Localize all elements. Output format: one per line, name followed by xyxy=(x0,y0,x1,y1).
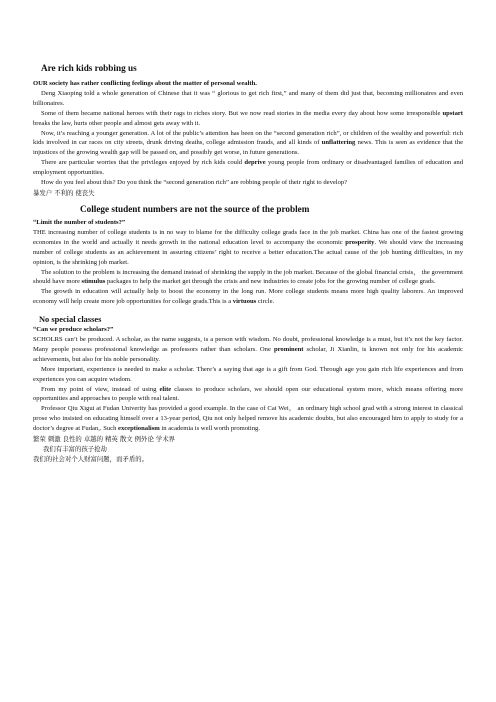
article3-subhead: “Can we produce scholars?” xyxy=(33,326,114,334)
article1-paragraph-3: Now, it’s reaching a younger generation. A lot of the public’s attention has been on the “second generation rich”, or children of the wealthy and powerful: rich kids involved in car races on city streets, drunk driving deaths, college admission frauds, and all kinds of unflattering news. This is seen as evidence that the injustices of the growing wealth gap will be passed on, and possibly get worse, in future generations. xyxy=(33,129,463,157)
article1-paragraph-5: How do you feel about this? Do you think the “second generation rich” are robbing people of their right to develop? xyxy=(41,179,348,187)
article1-subhead: OUR society has rather conflicting feelings about the matter of personal wealth. xyxy=(33,80,257,87)
article3-vocab-translation: 繁荣 刺激 良性的 卓越的 精英 散文 例外论 学术界 xyxy=(33,435,176,444)
vocab-elite: elite xyxy=(159,385,172,393)
article2-paragraph-2: The solution to the problem is increasing the demand instead of shrinking the supply in the job market. Because of the global financial crisis， the government should have more stimulus packages to help the market get through the crisis and new industries to create jobs for the growing number of college grads. xyxy=(33,268,463,286)
vocab-exceptionalism: exceptionalism xyxy=(118,425,160,433)
vocab-prosperity: prosperity xyxy=(345,238,375,246)
article1-paragraph-4: There are particular worries that the privileges enjoyed by rich kids could deprive young people from ordinary or disadvantaged families of education and employment opportunities. xyxy=(33,159,463,177)
article2-title: College student numbers are not the source of the problem xyxy=(80,203,310,214)
vocab-upstart: upstart xyxy=(442,109,463,117)
article2-paragraph-1: THE increasing number of college students is in no way to blame for the difficulty college grads face in the job market. China has one of the fastest growing economies in the world and actually it needs growth in the national education level to accompany the economic prosperity. We should view the increasing number of college students as an achievement in assuring citizens’ right to receive a better education.The actual cause of the job hunting difficulties, in my opinion, is the shrinking job market. xyxy=(33,228,463,266)
article3-paragraph-4: Professor Qiu Xigui at Fudan Univerity has provided a good example. In the case of Cai Wei， an ordinary high school grad with a strong interest in classical prose who insisted on educating himself over a 13-year period, Qiu not only helped remove his academic doubts, but also encouraged him to apply to study for a doctor’s degree at Fudan,. Such exceptionalism in academia is well worth promoting. xyxy=(33,405,463,433)
article3-title: No special classes xyxy=(39,315,102,325)
article1-paragraph-2: Some of them became national heroes with their rags to riches story. But we now read stories in the media every day about how some irresponsible upstart breaks the law, hurts other people and almost gets away with it. xyxy=(33,109,463,127)
article3-paragraph-2: More important, experience is needed to make a scholar. There’s a saying that age is a gift from God. Through age you gain rich life experiences and from experiences you can acquire wisdom. xyxy=(33,365,463,383)
document-page xyxy=(33,62,463,464)
translation-line-2: 我们的社会对个人财富问题，而矛盾的。 xyxy=(33,455,149,464)
article2-paragraph-3: The growth in education will actually help to boost the economy in the long run. More college students means more high quality laborers. An improved economy will help create more job opportunities for college grads.This is a virtuous circle. xyxy=(33,288,463,306)
vocab-deprive: deprive xyxy=(244,159,266,167)
vocab-unflattering: unflattering xyxy=(321,139,356,147)
vocab-prominent: prominent xyxy=(273,345,304,353)
article1-vocab-translation: 暴发户 不利的 使丧失 xyxy=(33,188,95,197)
vocab-stimulus: stimulus xyxy=(81,278,106,286)
article2-subhead: “Limit the number of students?” xyxy=(33,218,126,226)
article3-paragraph-1: SCHOLRS can’t be produced. A scholar, as the name suggests, is a person with wisdom. No doubt, professional knowledge is a must, but it’s not the key factor. Many people possess professional knowledge as professors rather than scholars. One prominent scholar, Ji Xianlin, is known not only for his academic achievements, but also for his noble personality. xyxy=(33,336,463,363)
vocab-virtuous: virtuous xyxy=(232,298,257,306)
article1-paragraph-1: Deng Xiaoping told a whole generation of Chinese that it was “ glorious to get rich first,” and many of them did just that, becoming millionaires and even billionaires. xyxy=(33,89,463,107)
article3-paragraph-3: From my point of view, instead of using elite classes to produce scholars, we should open our educational system more, which means offering more opportunities and approaches to people with real talent. xyxy=(33,385,463,403)
translation-line-1: 我们有丰富的孩子抢劫 xyxy=(43,445,107,454)
article1-title: Are rich kids robbing us xyxy=(41,63,137,73)
